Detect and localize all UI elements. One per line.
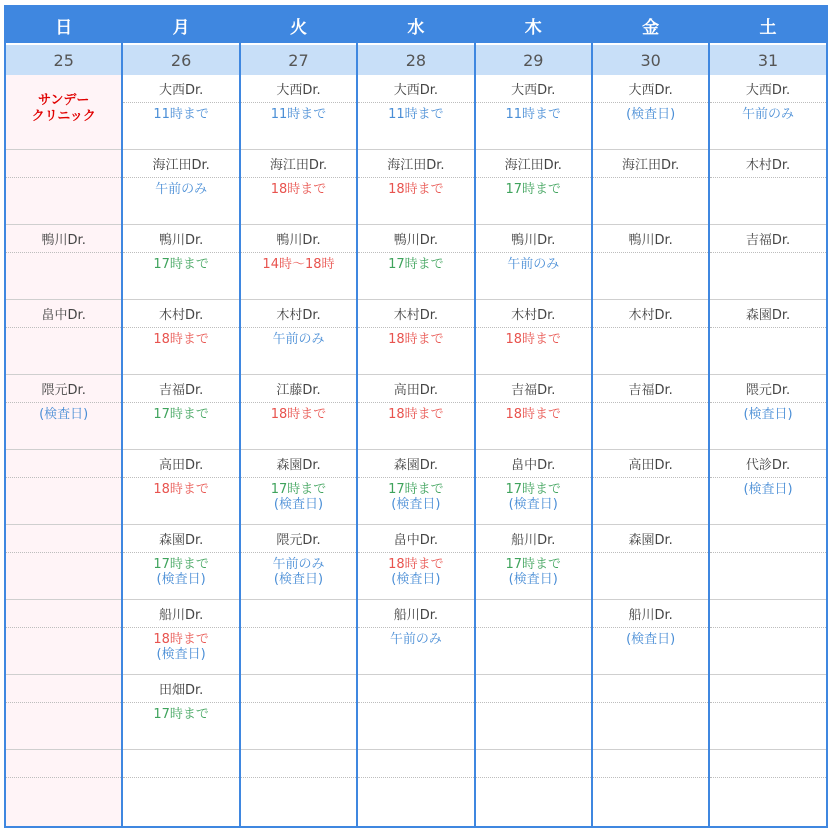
schedule-slot (710, 675, 825, 750)
date-cell: 26 (123, 45, 238, 75)
date-cell: 31 (710, 45, 825, 75)
slot-notes (710, 253, 825, 257)
slot-notes (6, 703, 121, 707)
doctor-name: 吉福Dr. (593, 375, 708, 403)
doctor-name (710, 750, 825, 778)
schedule-slot (710, 150, 825, 225)
schedule-slot (593, 525, 708, 600)
schedule-slot (358, 450, 473, 525)
doctor-name: 大西Dr. (476, 75, 591, 103)
schedule-slot (593, 675, 708, 750)
schedule-slot (710, 75, 825, 150)
slot-notes (241, 178, 356, 197)
schedule-slot (476, 675, 591, 750)
slot-notes (123, 553, 238, 587)
schedule-slot (123, 375, 238, 450)
hours-note: (検査日) (156, 572, 206, 587)
clinic-label-line: サンデー (38, 93, 90, 108)
doctor-name: 高田Dr. (593, 450, 708, 478)
schedule-slot (358, 525, 473, 600)
doctor-name: 森園Dr. (241, 450, 356, 478)
schedule-slot (241, 450, 356, 525)
schedule-slot (6, 300, 121, 375)
weekday-header: 月 (123, 7, 238, 45)
doctor-name: 森園Dr. (358, 450, 473, 478)
schedule-slot (476, 525, 591, 600)
weekday-header: 金 (593, 7, 708, 45)
doctor-name: 大西Dr. (123, 75, 238, 103)
slot-notes (710, 703, 825, 707)
schedule-slot (476, 75, 591, 150)
weekday-header: 木 (476, 7, 591, 45)
clinic-label-line: クリニック (31, 109, 96, 124)
slot-notes (710, 178, 825, 182)
schedule-slot (123, 750, 238, 826)
doctor-name (710, 525, 825, 553)
doctor-name: 隈元Dr. (710, 375, 825, 403)
schedule-slot (710, 525, 825, 600)
schedule-slot (593, 450, 708, 525)
schedule-slot (123, 600, 238, 675)
doctor-name: 木村Dr. (710, 150, 825, 178)
slot-notes (476, 403, 591, 422)
slot-notes (593, 703, 708, 707)
doctor-name: 隈元Dr. (6, 375, 121, 403)
doctor-name: 木村Dr. (123, 300, 238, 328)
slot-notes (476, 703, 591, 707)
hours-note: 11時まで (270, 107, 327, 122)
slot-notes (593, 403, 708, 407)
schedule-slot (710, 750, 825, 826)
slot-notes (593, 103, 708, 122)
doctor-name: 吉福Dr. (123, 375, 238, 403)
schedule-slot (6, 750, 121, 826)
schedule-slot (358, 375, 473, 450)
doctor-name (593, 675, 708, 703)
hours-note: 18時まで (388, 407, 444, 422)
slot-notes (358, 178, 473, 197)
hours-note: 17時まで (153, 557, 209, 572)
schedule-slot (358, 675, 473, 750)
slot-notes (123, 103, 238, 122)
day-column (358, 7, 475, 826)
hours-note: 17時まで (153, 257, 209, 272)
slot-notes (358, 553, 473, 587)
hours-note: 18時まで (153, 332, 209, 347)
hours-note: (検査日) (39, 407, 89, 422)
slot-notes (476, 103, 591, 122)
schedule-slot (6, 600, 121, 675)
slot-notes (476, 328, 591, 347)
hours-note: 午前のみ (742, 107, 795, 122)
schedule-slot (6, 225, 121, 300)
hours-note: 18時まで (388, 182, 444, 197)
doctor-name: 大西Dr. (358, 75, 473, 103)
schedule-slot (476, 375, 591, 450)
schedule-slot (593, 150, 708, 225)
schedule-slot (6, 525, 121, 600)
doctor-name: 大西Dr. (241, 75, 356, 103)
doctor-name (6, 750, 121, 778)
doctor-name: 船川Dr. (358, 600, 473, 628)
doctor-name: 高田Dr. (123, 450, 238, 478)
doctor-name: 代診Dr. (710, 450, 825, 478)
hours-note: (検査日) (156, 647, 206, 662)
slot-notes (6, 553, 121, 557)
schedule-slot (358, 150, 473, 225)
doctor-name (241, 600, 356, 628)
hours-note: 午前のみ (272, 332, 325, 347)
hours-note: 11時まで (505, 107, 562, 122)
hours-note: 17時まで (270, 482, 327, 497)
doctor-name: 鴨川Dr. (123, 225, 238, 253)
hours-note: (検査日) (391, 497, 441, 512)
slot-notes (6, 628, 121, 632)
doctor-name: 鴨川Dr. (241, 225, 356, 253)
day-column (123, 7, 240, 826)
schedule-slot (6, 375, 121, 450)
slot-notes (476, 553, 591, 587)
schedule-slot (710, 600, 825, 675)
slot-notes (710, 403, 825, 422)
doctor-name: 吉福Dr. (476, 375, 591, 403)
doctor-name: 海江田Dr. (476, 150, 591, 178)
weekday-header: 水 (358, 7, 473, 45)
schedule-slot (241, 675, 356, 750)
doctor-name: 鴨川Dr. (6, 225, 121, 253)
hours-note: 18時まで (388, 332, 444, 347)
doctor-name (358, 675, 473, 703)
hours-note: 17時まで (388, 482, 444, 497)
day-column (710, 7, 827, 826)
doctor-name (6, 150, 121, 178)
schedule-slot (358, 600, 473, 675)
doctor-name: 木村Dr. (241, 300, 356, 328)
slot-notes (6, 478, 121, 482)
slot-notes (6, 178, 121, 182)
hours-note: 午前のみ (507, 257, 560, 272)
hours-note: 17時まで (153, 407, 209, 422)
doctor-name (710, 675, 825, 703)
hours-note: 18時まで (270, 407, 327, 422)
schedule-calendar (4, 5, 828, 828)
schedule-slot (123, 525, 238, 600)
slot-notes (593, 778, 708, 782)
schedule-slot (123, 150, 238, 225)
doctor-name: 森園Dr. (123, 525, 238, 553)
schedule-slot (358, 75, 473, 150)
doctor-name: 海江田Dr. (241, 150, 356, 178)
slot-notes (593, 178, 708, 182)
slot-notes (358, 328, 473, 347)
doctor-name: 畠中Dr. (6, 300, 121, 328)
hours-note: (検査日) (273, 497, 324, 512)
slot-notes (358, 778, 473, 782)
slot-notes (123, 328, 238, 347)
doctor-name: 畠中Dr. (358, 525, 473, 553)
doctor-name (476, 750, 591, 778)
date-cell: 30 (593, 45, 708, 75)
slot-notes (710, 103, 825, 122)
hours-note: (検査日) (508, 572, 558, 587)
schedule-slot (476, 600, 591, 675)
weekday-header: 火 (241, 7, 356, 45)
doctor-name: 森園Dr. (710, 300, 825, 328)
slot-notes (123, 178, 238, 197)
hours-note: 11時まで (388, 107, 444, 122)
schedule-slot (710, 375, 825, 450)
schedule-slot (241, 300, 356, 375)
day-column (241, 7, 358, 826)
schedule-slot (6, 75, 121, 150)
slot-notes (476, 778, 591, 782)
doctor-name: 畠中Dr. (476, 450, 591, 478)
doctor-name (6, 450, 121, 478)
doctor-name: 船川Dr. (123, 600, 238, 628)
day-column (476, 7, 593, 826)
slot-notes (123, 253, 238, 272)
day-column (593, 7, 710, 826)
slot-notes (358, 703, 473, 707)
hours-note: 18時まで (505, 407, 562, 422)
slot-notes (358, 478, 473, 512)
date-cell: 29 (476, 45, 591, 75)
sunday-clinic-label (6, 75, 121, 149)
schedule-slot (6, 150, 121, 225)
slot-notes (710, 628, 825, 632)
doctor-name: 江藤Dr. (241, 375, 356, 403)
hours-note: (検査日) (743, 482, 793, 497)
weekday-header: 土 (710, 7, 825, 45)
hours-note: 17時まで (505, 557, 562, 572)
schedule-slot (476, 150, 591, 225)
hours-note: 18時まで (153, 632, 209, 647)
schedule-slot (241, 75, 356, 150)
hours-note: 午前のみ (389, 632, 442, 647)
slot-notes (476, 253, 591, 272)
doctor-name: 木村Dr. (476, 300, 591, 328)
slot-notes (241, 403, 356, 422)
slot-notes (6, 253, 121, 257)
slot-notes (710, 778, 825, 782)
hours-note: 17時まで (505, 482, 562, 497)
schedule-slot (358, 225, 473, 300)
doctor-name: 隈元Dr. (241, 525, 356, 553)
schedule-slot (593, 75, 708, 150)
hours-note: (検査日) (626, 632, 676, 647)
slot-notes (476, 628, 591, 632)
schedule-slot (6, 450, 121, 525)
hours-note: 11時まで (153, 107, 209, 122)
schedule-slot (358, 750, 473, 826)
doctor-name: 高田Dr. (358, 375, 473, 403)
doctor-name (593, 750, 708, 778)
slot-notes (123, 778, 238, 782)
date-cell: 28 (358, 45, 473, 75)
hours-note: (検査日) (273, 572, 324, 587)
slot-notes (6, 778, 121, 782)
doctor-name: 大西Dr. (710, 75, 825, 103)
slot-notes (593, 478, 708, 482)
slot-notes (476, 478, 591, 512)
doctor-name: 吉福Dr. (710, 225, 825, 253)
schedule-slot (123, 450, 238, 525)
doctor-name: 海江田Dr. (593, 150, 708, 178)
doctor-name: 木村Dr. (358, 300, 473, 328)
slot-notes (710, 478, 825, 497)
doctor-name: 海江田Dr. (123, 150, 238, 178)
schedule-slot (6, 675, 121, 750)
slot-notes (6, 328, 121, 332)
hours-note: 18時まで (505, 332, 562, 347)
schedule-slot (241, 750, 356, 826)
schedule-slot (241, 525, 356, 600)
doctor-name: 鴨川Dr. (476, 225, 591, 253)
schedule-slot (241, 225, 356, 300)
hours-note: (検査日) (508, 497, 558, 512)
slot-notes (241, 328, 356, 347)
doctor-name: 海江田Dr. (358, 150, 473, 178)
schedule-slot (123, 75, 238, 150)
schedule-slot (593, 300, 708, 375)
schedule-slot (710, 450, 825, 525)
schedule-slot (593, 750, 708, 826)
doctor-name: 鴨川Dr. (358, 225, 473, 253)
schedule-slot (241, 375, 356, 450)
hours-note: 14時～18時 (262, 257, 335, 272)
slot-notes (241, 103, 356, 122)
schedule-slot (593, 600, 708, 675)
doctor-name (476, 600, 591, 628)
hours-note: 18時まで (153, 482, 209, 497)
slot-notes (6, 403, 121, 422)
schedule-slot (476, 225, 591, 300)
hours-note: 18時まで (270, 182, 327, 197)
doctor-name: 木村Dr. (593, 300, 708, 328)
hours-note: 17時まで (388, 257, 444, 272)
day-column (6, 7, 123, 826)
slot-notes (710, 553, 825, 557)
slot-notes (476, 178, 591, 197)
slot-notes (123, 403, 238, 422)
slot-notes (123, 703, 238, 722)
slot-notes (593, 553, 708, 557)
schedule-slot (710, 300, 825, 375)
schedule-slot (241, 150, 356, 225)
doctor-name: 田畑Dr. (123, 675, 238, 703)
slot-notes (241, 628, 356, 632)
doctor-name (6, 600, 121, 628)
slot-notes (241, 478, 356, 512)
schedule-slot (476, 300, 591, 375)
hours-note: (検査日) (743, 407, 793, 422)
schedule-slot (593, 375, 708, 450)
hours-note: 午前のみ (272, 557, 325, 572)
hours-note: 17時まで (505, 182, 562, 197)
schedule-slot (241, 600, 356, 675)
slot-notes (358, 628, 473, 647)
schedule-slot (710, 225, 825, 300)
hours-note: 17時まで (153, 707, 209, 722)
doctor-name: 大西Dr. (593, 75, 708, 103)
slot-notes (241, 778, 356, 782)
doctor-name (6, 525, 121, 553)
slot-notes (593, 328, 708, 332)
doctor-name (710, 600, 825, 628)
slot-notes (241, 253, 356, 272)
doctor-name (241, 675, 356, 703)
doctor-name: 船川Dr. (593, 600, 708, 628)
schedule-slot (476, 750, 591, 826)
slot-notes (358, 253, 473, 272)
doctor-name (358, 750, 473, 778)
doctor-name (241, 750, 356, 778)
slot-notes (123, 478, 238, 497)
doctor-name (123, 750, 238, 778)
schedule-slot (123, 300, 238, 375)
slot-notes (241, 553, 356, 587)
date-cell: 27 (241, 45, 356, 75)
hours-note: 午前のみ (155, 182, 208, 197)
weekday-header: 日 (6, 7, 121, 45)
hours-note: (検査日) (626, 107, 676, 122)
schedule-slot (476, 450, 591, 525)
doctor-name: 森園Dr. (593, 525, 708, 553)
slot-notes (241, 703, 356, 707)
hours-note: 18時まで (388, 557, 444, 572)
slot-notes (358, 103, 473, 122)
doctor-name: 鴨川Dr. (593, 225, 708, 253)
slot-notes (123, 628, 238, 662)
schedule-slot (358, 300, 473, 375)
slot-notes (593, 628, 708, 647)
date-cell: 25 (6, 45, 121, 75)
hours-note: (検査日) (391, 572, 441, 587)
doctor-name (6, 675, 121, 703)
slot-notes (710, 328, 825, 332)
schedule-slot (593, 225, 708, 300)
slot-notes (593, 253, 708, 257)
doctor-name: 船川Dr. (476, 525, 591, 553)
slot-notes (358, 403, 473, 422)
schedule-slot (123, 675, 238, 750)
schedule-slot (123, 225, 238, 300)
doctor-name (476, 675, 591, 703)
